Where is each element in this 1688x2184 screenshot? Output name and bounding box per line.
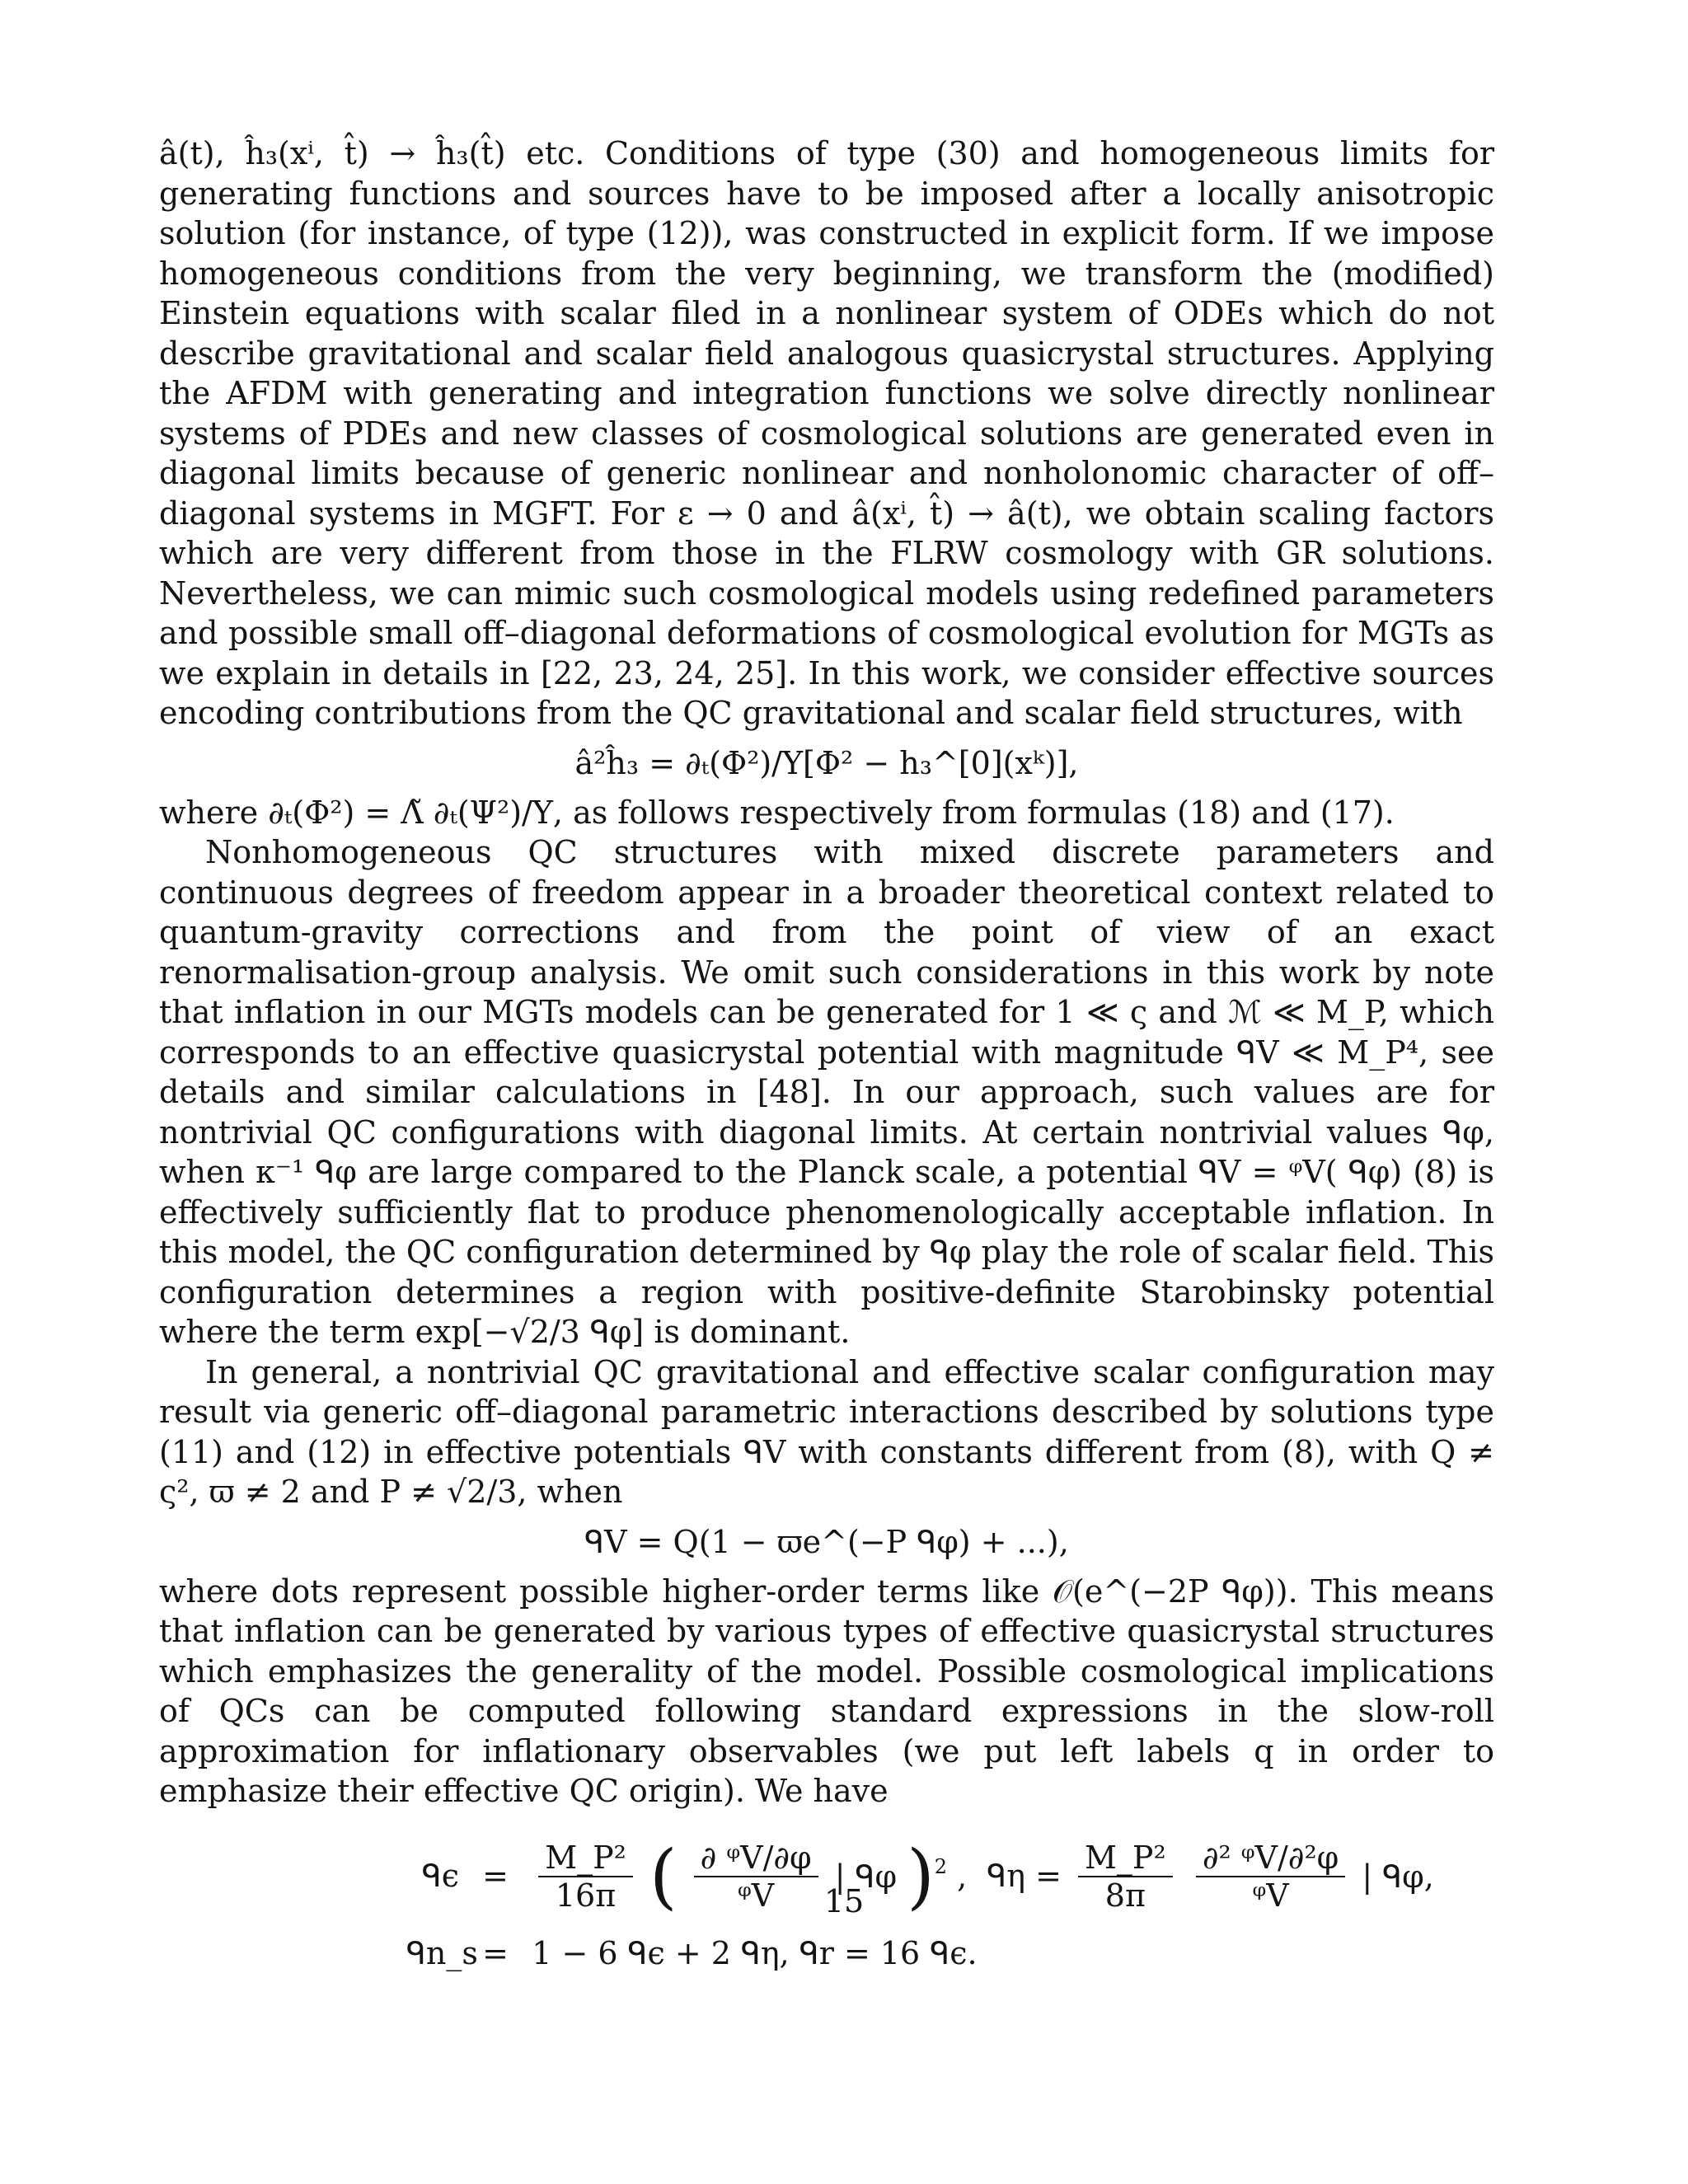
fraction-denominator: ᵠV bbox=[738, 1877, 775, 1914]
fraction-numerator: M_P² bbox=[538, 1840, 633, 1877]
eq-sign-2: = bbox=[482, 1934, 509, 1971]
paper-page bbox=[159, 134, 1494, 1980]
fraction-numerator: M_P² bbox=[1078, 1840, 1173, 1877]
equation-1: â²ĥ₃ = ∂ₜ(Φ²)/Υ[Φ² − h₃^[0](xᵏ)], bbox=[574, 744, 1079, 781]
fraction-numerator: ∂² ᵠV/∂²φ bbox=[1196, 1840, 1345, 1877]
right-paren: ) bbox=[907, 1835, 935, 1918]
evaluated-at-1: | ᑫφ bbox=[834, 1858, 898, 1895]
paragraph-5: where dots represent possible higher-order terms like 𝒪(e^(−2P ᑫφ)). This means that inflation can be generated by various types of effective quasicrystal structures which emphasizes the generality of the model. Possible cosmological implications of QCs can be computed following standard expressions in the slow-roll approximation for inflationary observables (we put left labels q in order to emphasize their effective QC origin). We have bbox=[159, 1572, 1494, 1809]
evaluated-at-2: | ᑫφ, bbox=[1362, 1858, 1434, 1895]
paragraph-3: Nonhomogeneous QC structures with mixed discrete parameters and continuous degrees of freedom appear in a broader theoretical context related to quantum-gravity corrections and from the point of view of an exact renormalisation-group analysis. We omit such considerations in this work by note that inflation in our MGTs models can be generated for 1 ≪ ς and ℳ ≪ M_P, which corresponds to an effective quasicrystal potential with magnitude ᑫV ≪ M_P⁴, see details and similar calculations in [48]. In our approach, such values are for nontrivial QC configurations with diagonal limits. At certain nontrivial values ᑫφ, when κ⁻¹ ᑫφ are large compared to the Planck scale, a potential ᑫV = ᵠV( ᑫφ) (8) is effectively sufficiently flat to produce phenomenologically acceptable inflation. In this model, the QC configuration determined by ᑫφ play the role of scalar field. This configuration determines a region with positive-definite Starobinsky potential where the term exp[−√2/3 ᑫφ] is dominant. bbox=[159, 834, 1494, 1350]
eq-row-2 bbox=[406, 1933, 978, 1974]
square-exponent: 2 bbox=[934, 1854, 948, 1878]
lhs-ns: ᑫn_s bbox=[406, 1934, 478, 1971]
paragraph-1: â(t), ĥ₃(xⁱ, t̂) → ĥ₃(t̂) etc. Conditions of type (30) and homogeneous limits for generating functions and sources have to be imposed after a locally anisotropic solution (for instance, of type (12)), was constructed in explicit form. If we impose homogeneous conditions from the very beginning, we transform the (modified) Einstein equations with scalar filed in a nonlinear system of ODEs which do not describe gravitational and scalar field analogous quasicrystal structures. Applying the AFDM with generating and integration functions we solve directly nonlinear systems of PDEs and new classes of cosmological solutions are generated even in diagonal limits because of generic nonlinear and nonholonomic character of off–diagonal systems in MGFT. For ε → 0 and â(xⁱ, t̂) → â(t), we obtain scaling factors which are very different from those in the FLRW cosmology with GR solutions. Nevertheless, we can mimic such cosmological models using redefined parameters and possible small off–diagonal deformations of cosmological evolution for MGTs as we explain in details in [22, 23, 24, 25]. In this work, we consider effective sources encoding contributions from the QC gravitational and scalar field structures, with bbox=[159, 135, 1494, 731]
paragraph-4: In general, a nontrivial QC gravitational and effective scalar configuration may result via generic off–diagonal parametric interactions described by solutions type (11) and (12) in effective potentials ᑫV with constants different from (8), with Q ≠ ς², ϖ ≠ 2 and P ≠ √2/3, when bbox=[159, 1353, 1494, 1510]
lhs-epsilon: ᑫϵ bbox=[421, 1858, 459, 1895]
page-number: 15 bbox=[823, 1883, 865, 1919]
paragraph-2: where ∂ₜ(Φ²) = Λ̃ ∂ₜ(Ψ²)/Υ, as follows respectively from formulas (18) and (17). bbox=[159, 794, 1395, 831]
eta-lhs: ᑫη = bbox=[987, 1858, 1062, 1895]
fraction-denominator: ᵠV bbox=[1252, 1877, 1289, 1914]
equation-2: ᑫV = Q(1 − ϖe^(−P ᑫφ) + ...), bbox=[584, 1523, 1069, 1560]
ns-r-expression: 1 − 6 ᑫϵ + 2 ᑫη, ᑫr = 16 ᑫϵ. bbox=[532, 1934, 978, 1971]
fraction-denominator: 8π bbox=[1104, 1877, 1146, 1914]
fraction-denominator: 16π bbox=[555, 1877, 617, 1914]
comma-separator: , bbox=[957, 1858, 968, 1895]
fraction-numerator: ∂ ᵠV/∂φ bbox=[694, 1840, 818, 1877]
eq-sign-1: = bbox=[482, 1858, 509, 1895]
left-paren: ( bbox=[649, 1835, 678, 1918]
